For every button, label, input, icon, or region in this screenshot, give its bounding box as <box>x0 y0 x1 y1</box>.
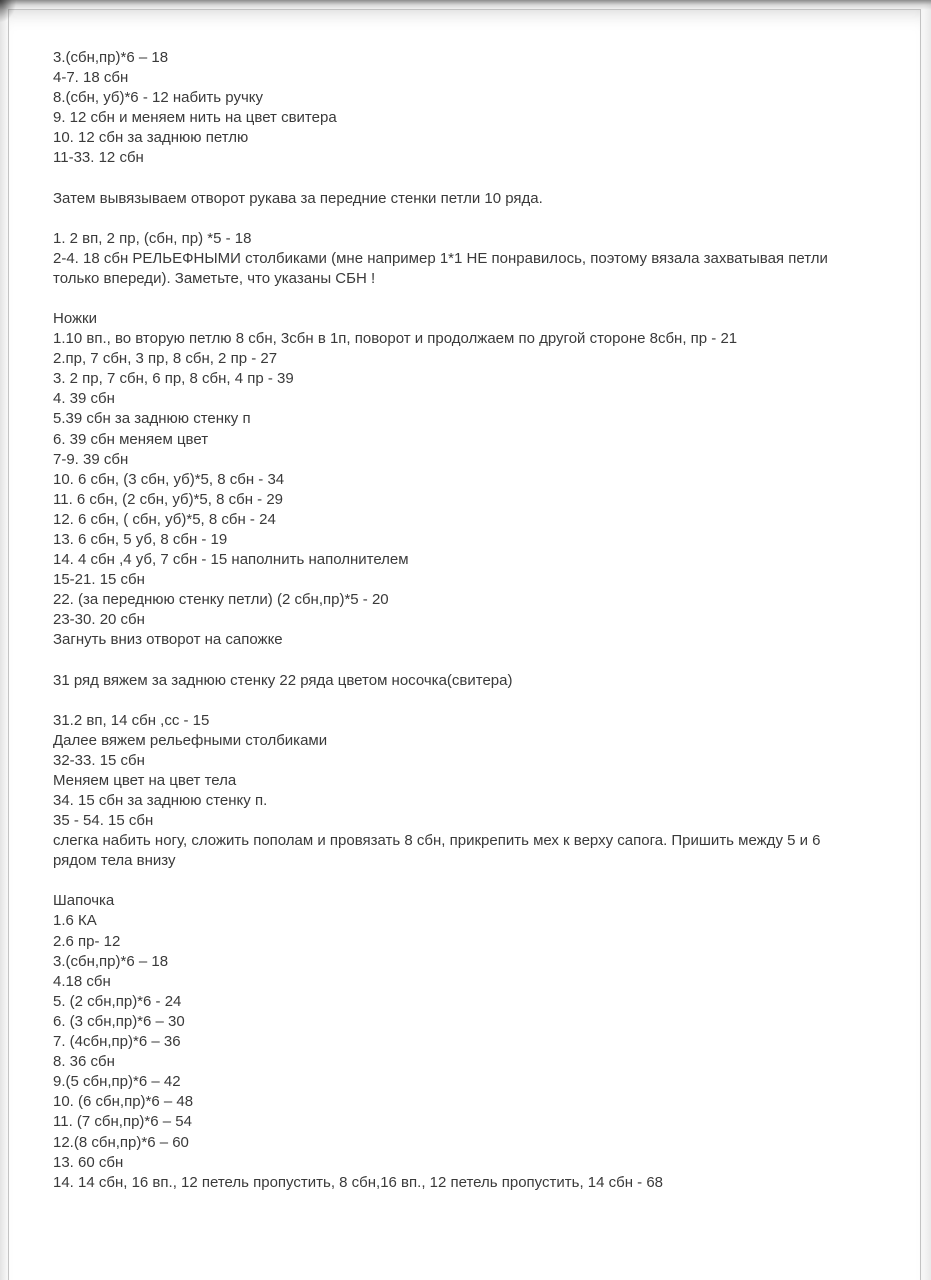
text-line: 1.10 вп., во вторую петлю 8 сбн, 3сбн в 1п, поворот и продолжаем по другой стороне 8сбн, пр - 21 <box>53 330 738 348</box>
paragraph-boot-top-rows <box>53 711 896 872</box>
text-line: 4-7. 18 сбн <box>53 69 129 87</box>
text-line: 4. 39 сбн <box>53 390 115 408</box>
text-line: 4.18 сбн <box>53 972 111 990</box>
text-line: 3. 2 пр, 7 сбн, 6 пр, 8 сбн, 4 пр - 39 <box>53 370 294 388</box>
text-line: 12.(8 сбн,пр)*6 – 60 <box>53 1133 189 1151</box>
text-line: 10. (6 сбн,пр)*6 – 48 <box>53 1093 194 1111</box>
text-line: 5. (2 сбн,пр)*6 - 24 <box>53 992 182 1010</box>
text-line: 11-33. 12 сбн <box>53 149 144 167</box>
text-line: 7. (4сбн,пр)*6 – 36 <box>53 1033 181 1051</box>
text-line: 1.6 КА <box>53 912 97 930</box>
text-line: 11. 6 сбн, (2 сбн, уб)*5, 8 сбн - 29 <box>53 490 284 508</box>
text-line: Далее вяжем рельефными столбиками <box>53 731 328 749</box>
text-line: 35 - 54. 15 сбн <box>53 812 154 830</box>
document-page <box>8 9 921 1280</box>
text-line: 34. 15 сбн за заднюю стенку п. <box>53 792 268 809</box>
text-line: 32-33. 15 сбн <box>53 751 145 769</box>
text-line: Затем вывязываем отворот рукава за передние стенки петли 10 ряда. <box>53 189 543 207</box>
text-line: 7-9. 39 сбн <box>53 450 129 468</box>
text-line: 5.39 сбн за заднюю стенку п <box>53 410 251 428</box>
text-line: 10. 12 сбн за заднюю петлю <box>53 129 249 147</box>
paragraph-sleeve-rows <box>53 48 896 169</box>
text-line: 9. 12 сбн и меняем нить на цвет свитера <box>53 109 337 127</box>
text-line: 6. 39 сбн меняем цвет <box>53 430 209 448</box>
text-line: 3.(сбн,пр)*6 – 18 <box>53 49 169 66</box>
paragraph-hat-section <box>53 891 896 1192</box>
text-line: 8.(сбн, уб)*6 - 12 набить ручку <box>53 89 263 107</box>
text-line: 2-4. 18 сбн РЕЛЬЕФНЫМИ столбиками (мне например 1*1 НЕ понравилось, поэтому вязала захватывая петли <box>53 249 828 267</box>
text-line: Ножки <box>53 309 97 327</box>
text-line: слегка набить ногу, сложить пополам и провязать 8 сбн, прикрепить мех к верху сапога. Пришить между 5 и 6 <box>53 832 821 850</box>
text-line: Загнуть вниз отворот на сапожке <box>53 631 283 649</box>
text-line: 31 ряд вяжем за заднюю стенку 22 ряда цветом носочка(свитера) <box>53 671 513 689</box>
text-line: 31.2 вп, 14 сбн ,сс - 15 <box>53 711 210 729</box>
text-line: 12. 6 сбн, ( сбн, уб)*5, 8 сбн - 24 <box>53 510 276 528</box>
text-line: 22. (за переднюю стенку петли) (2 сбн,пр)*5 - 20 <box>53 591 389 609</box>
text-line: 13. 60 сбн <box>53 1153 124 1171</box>
text-line: 3.(сбн,пр)*6 – 18 <box>53 952 169 970</box>
text-line: 14. 14 сбн, 16 вп., 12 петель пропустить, 8 сбн,16 вп., 12 петель пропустить, 14 сбн - 68 <box>53 1173 664 1191</box>
crochet-pattern-text <box>53 48 896 1193</box>
text-line: 2.6 пр- 12 <box>53 932 121 950</box>
text-line: 14. 4 сбн ,4 уб, 7 сбн - 15 наполнить наполнителем <box>53 551 409 569</box>
paragraph-cuff-rows <box>53 229 896 289</box>
text-line: 9.(5 сбн,пр)*6 – 42 <box>53 1073 181 1091</box>
text-line: 11. (7 сбн,пр)*6 – 54 <box>53 1113 192 1131</box>
text-line: 2.пр, 7 сбн, 3 пр, 8 сбн, 2 пр - 27 <box>53 350 278 368</box>
text-line: 6. (3 сбн,пр)*6 – 30 <box>53 1012 185 1030</box>
text-line: 15-21. 15 сбн <box>53 571 145 589</box>
text-line: 8. 36 сбн <box>53 1053 115 1071</box>
text-line: 13. 6 сбн, 5 уб, 8 сбн - 19 <box>53 530 228 548</box>
paragraph-legs-section <box>53 309 896 651</box>
text-line: 10. 6 сбн, (3 сбн, уб)*5, 8 сбн - 34 <box>53 470 285 488</box>
text-line: 23-30. 20 сбн <box>53 611 145 629</box>
paragraph-row31-note <box>53 671 896 691</box>
paragraph-cuff-note <box>53 189 896 209</box>
text-line: рядом тела внизу <box>53 852 176 870</box>
text-line: Шапочка <box>53 892 115 910</box>
text-line: 1. 2 вп, 2 пр, (сбн, пр) *5 - 18 <box>53 229 252 247</box>
text-line: Меняем цвет на цвет тела <box>53 771 237 789</box>
text-line: только впереди). Заметьте, что указаны СБН ! <box>53 269 376 287</box>
